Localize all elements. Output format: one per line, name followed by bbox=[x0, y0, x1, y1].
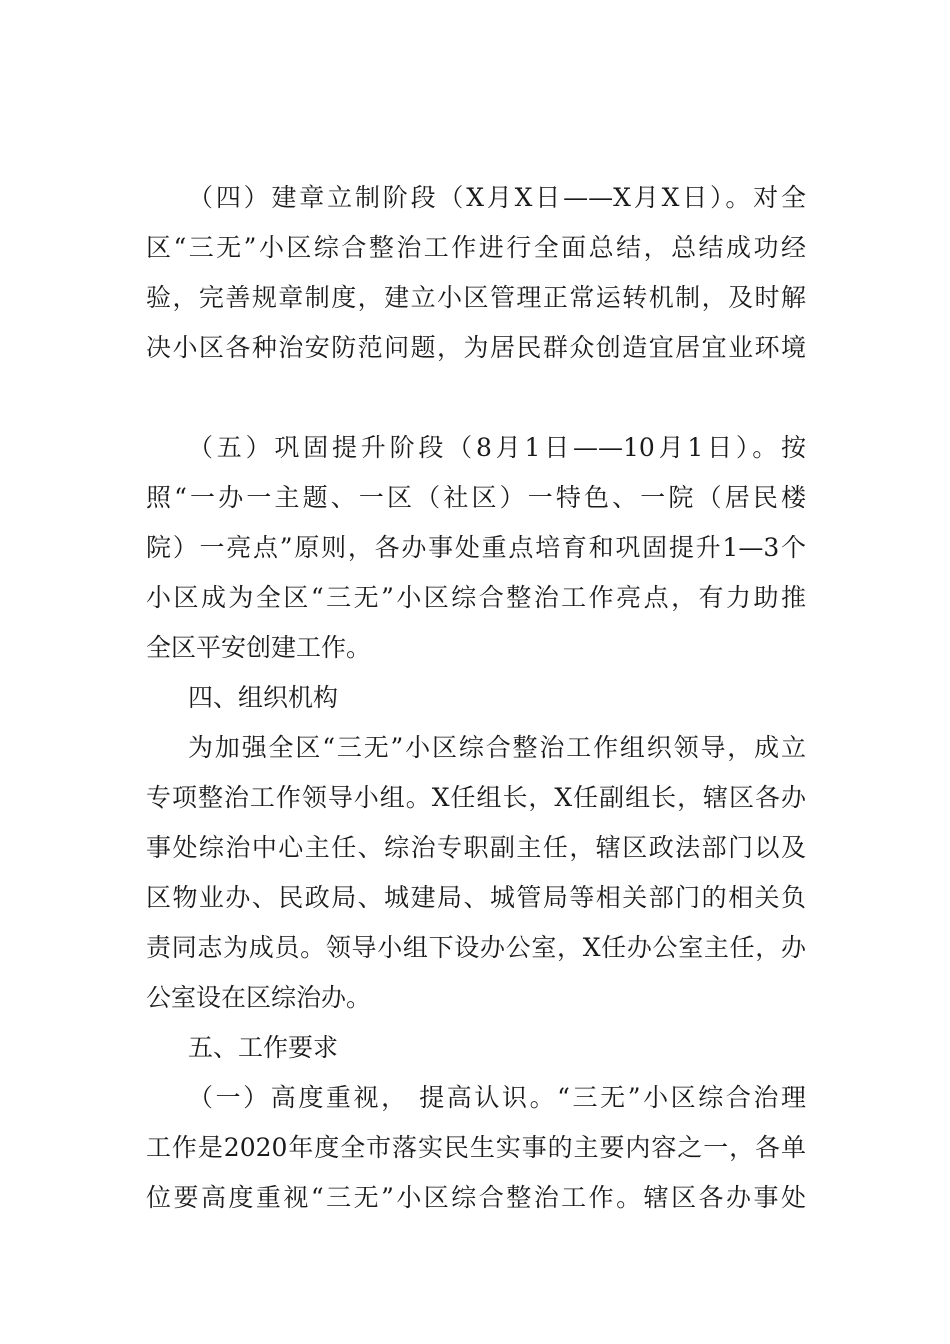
text-line: 位要高度重视“三无”小区综合整治工作。辖区各办事处 bbox=[146, 1183, 806, 1212]
text-line: 区“三无”小区综合整治工作进行全面总结，总结成功经 bbox=[146, 233, 806, 262]
text-line: 为加强全区“三无”小区综合整治工作组织领导，成立 bbox=[188, 733, 806, 762]
stage-four-heading-line: （四）建章立制阶段（X月X日——X月X日）。对全 bbox=[188, 183, 806, 212]
text-line: 区物业办、民政局、城建局、城管局等相关部门的相关负 bbox=[146, 883, 806, 912]
text-line: 全区平安创建工作。 bbox=[146, 633, 372, 662]
text-line: 决小区各种治安防范问题，为居民群众创造宜居宜业环境 bbox=[146, 333, 806, 362]
text-line: （一）高度重视， 提高认识。“三无”小区综合治理 bbox=[188, 1083, 806, 1112]
section-heading-organization: 四、组织机构 bbox=[188, 683, 339, 712]
text-line: 院）一亮点”原则，各办事处重点培育和巩固提升1—3个 bbox=[146, 533, 806, 562]
text-line: 责同志为成员。领导小组下设办公室，X任办公室主任，办 bbox=[146, 933, 806, 962]
text-line: 工作是2020年度全市落实民生实事的主要内容之一，各单 bbox=[146, 1133, 806, 1162]
text-line: 验，完善规章制度，建立小区管理正常运转机制，及时解 bbox=[146, 283, 806, 312]
text-line: 小区成为全区“三无”小区综合整治工作亮点，有力助推 bbox=[146, 583, 806, 612]
text-line: 事处综治中心主任、综治专职副主任，辖区政法部门以及 bbox=[146, 833, 806, 862]
stage-five-heading-line: （五）巩固提升阶段（8月1日——10月1日）。按 bbox=[188, 433, 806, 462]
text-line: 照“一办一主题、一区（社区）一特色、一院（居民楼 bbox=[146, 483, 806, 512]
section-heading-requirements: 五、工作要求 bbox=[188, 1033, 339, 1062]
text-line: 公室设在区综治办。 bbox=[146, 983, 372, 1012]
text-line: 专项整治工作领导小组。X任组长，X任副组长，辖区各办 bbox=[146, 783, 806, 812]
